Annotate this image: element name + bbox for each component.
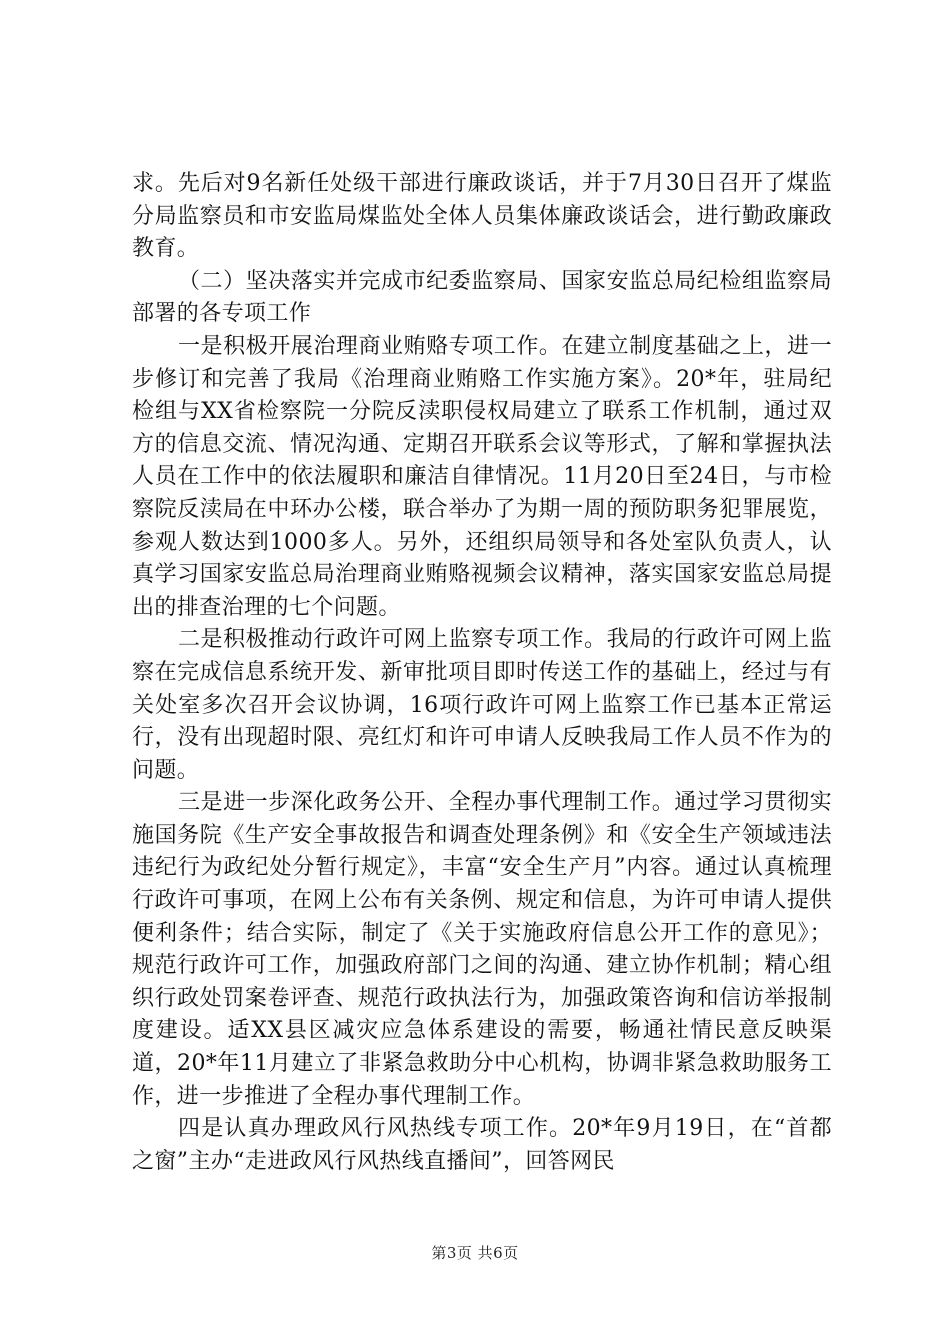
paragraph-item-four: 四是认真办理政风行风热线专项工作。20*年9月19日，在“首都之窗”主办“走进政风行风热线直播间”，回答网民: [132, 1116, 832, 1174]
section-heading: （二）坚决落实并完成市纪委监察局、国家安监总局纪检组监察局部署的各专项工作: [132, 268, 832, 327]
document-body: [132, 168, 832, 1178]
paragraph-continuation: 求。先后对9名新任处级干部进行廉政谈话，并于7月30日召开了煤监分局监察员和市安监局煤监处全体人员集体廉政谈话会，进行勤政廉政教育。: [132, 171, 832, 262]
paragraph-item-three: 三是进一步深化政务公开、全程办事代理制工作。通过学习贯彻实施国务院《生产安全事故报告和调查处理条例》和《安全生产领域违法违纪行为政纪处分暂行规定》，丰富“安全生产月”内容。通过认真梳理行政许可事项，在网上公布有关条例、规定和信息，为许可申请人提供便利条件；结合实际，制定了《关于实施政府信息公开工作的意见》；规范行政许可工作，加强政府部门之间的沟通、建立协作机制；精心组织行政处罚案卷评查、规范行政执法行为，加强政策咨询和信访举报制度建设。适XX县区减灾应急体系建设的需要，畅通社情民意反映渠道，20*年11月建立了非紧急救助分中心机构，协调非紧急救助服务工作，进一步推进了全程办事代理制工作。: [132, 790, 832, 1109]
paragraph-item-two: 二是积极推动行政许可网上监察专项工作。我局的行政许可网上监察在完成信息系统开发、新审批项目即时传送工作的基础上，经过与有关处室多次召开会议协调，16项行政许可网上监察工作已基本正常运行，没有出现超时限、亮红灯和许可申请人反映我局工作人员不作为的问题。: [132, 627, 832, 783]
page-number-footer: 第3页 共6页: [431, 1244, 519, 1262]
paragraph-item-one: 一是积极开展治理商业贿赂专项工作。在建立制度基础之上，进一步修订和完善了我局《治理商业贿赂工作实施方案》。20*年，驻局纪检组与XX省检察院一分院反渎职侵权局建立了联系工作机制，通过双方的信息交流、情况沟通、定期召开联系会议等形式，了解和掌握执法人员在工作中的依法履职和廉洁自律情况。11月20日至24日，与市检察院反渎局在中环办公楼，联合举办了为期一周的预防职务犯罪展览，参观人数达到1000多人。另外，还组织局领导和各处室队负责人，认真学习国家安监总局治理商业贿赂视频会议精神，落实国家安监总局提出的排查治理的七个问题。: [132, 333, 832, 620]
